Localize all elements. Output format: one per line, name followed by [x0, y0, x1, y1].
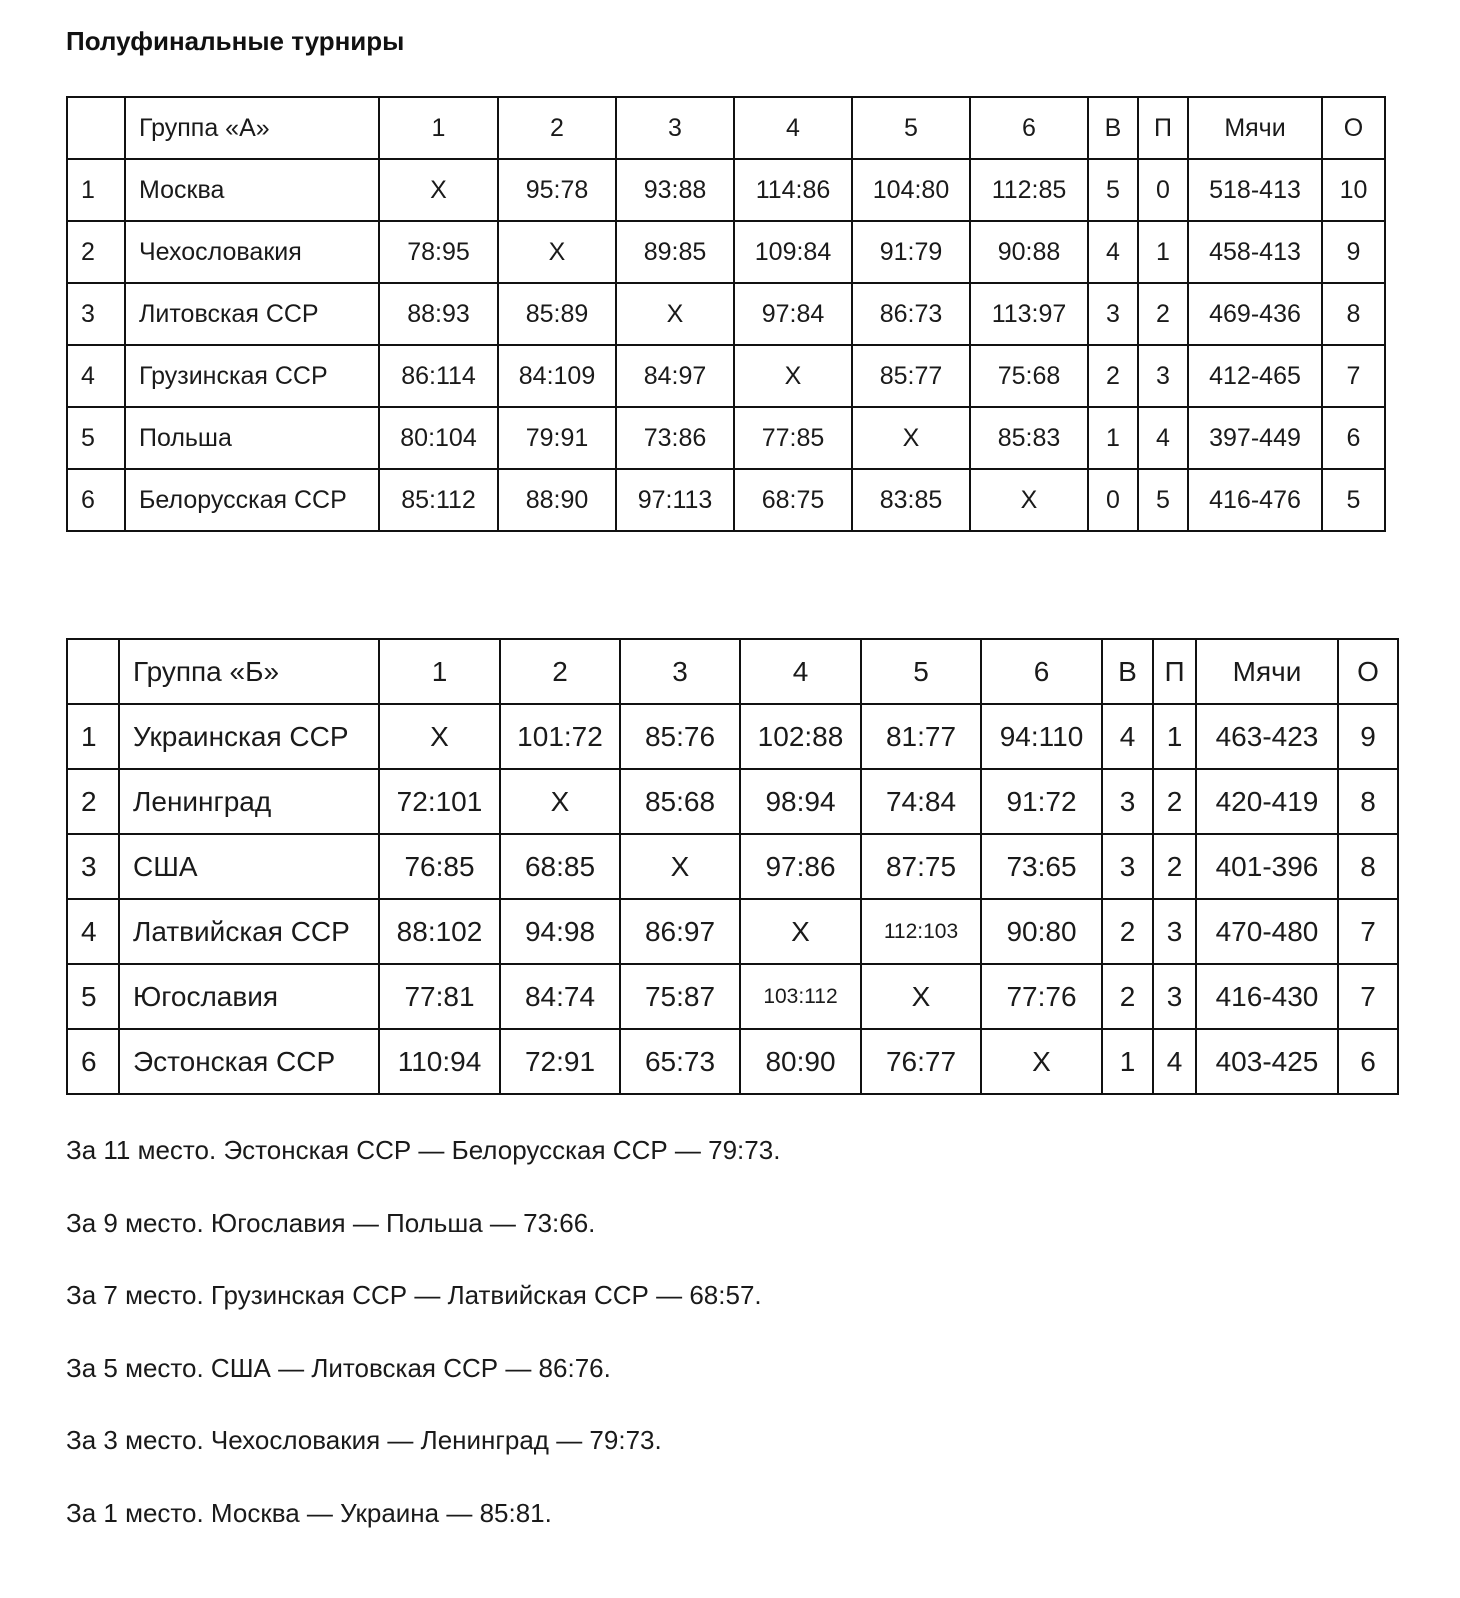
table-cell: 3: [1088, 283, 1138, 345]
table-header-cell: П: [1138, 97, 1188, 159]
table-cell: 91:72: [981, 769, 1102, 834]
table-cell: 1: [1088, 407, 1138, 469]
table-cell: 3: [67, 834, 119, 899]
team-name-cell: США: [119, 834, 379, 899]
table-cell: 6: [67, 469, 125, 531]
table-cell: 97:86: [740, 834, 861, 899]
table-cell: 95:78: [498, 159, 616, 221]
table-cell: X: [852, 407, 970, 469]
table-header-row: [67, 97, 1385, 159]
table-cell: 97:84: [734, 283, 852, 345]
table-cell: X: [970, 469, 1088, 531]
table-cell: 75:68: [970, 345, 1088, 407]
table-cell: 9: [1338, 704, 1398, 769]
table-cell: 1: [67, 704, 119, 769]
table-cell: 3: [1102, 769, 1153, 834]
table-cell: 2: [67, 221, 125, 283]
table-cell: 2: [1153, 769, 1196, 834]
team-name-cell: Белорусская ССР: [125, 469, 379, 531]
table-cell: 94:98: [500, 899, 620, 964]
table-cell: 470-480: [1196, 899, 1338, 964]
table-cell: 2: [1153, 834, 1196, 899]
finals-list: [66, 1131, 780, 1566]
table-cell: 91:79: [852, 221, 970, 283]
table-cell: 97:113: [616, 469, 734, 531]
table-cell: 76:77: [861, 1029, 981, 1094]
team-name-cell: Литовская ССР: [125, 283, 379, 345]
table-cell: 2: [1102, 899, 1153, 964]
table-cell: 0: [1138, 159, 1188, 221]
table-cell: 86:114: [379, 345, 498, 407]
team-name-cell: Москва: [125, 159, 379, 221]
table-cell: 2: [67, 769, 119, 834]
final-result-9th-place: За 9 место. Югославия — Польша — 73:66.: [66, 1207, 596, 1238]
table-header-cell: 2: [500, 639, 620, 704]
table-cell: 416-476: [1188, 469, 1322, 531]
table-header-cell: О: [1338, 639, 1398, 704]
table-cell: 2: [1088, 345, 1138, 407]
table-cell: 8: [1338, 834, 1398, 899]
table-cell: 6: [1322, 407, 1385, 469]
table-cell: 5: [67, 407, 125, 469]
table-header-cell: О: [1322, 97, 1385, 159]
table-header-cell: Группа «Б»: [119, 639, 379, 704]
table-cell: 0: [1088, 469, 1138, 531]
table-header-cell: [67, 97, 125, 159]
final-result-11th-place: За 11 место. Эстонская ССР — Белорусская ССР — 79:73.: [66, 1135, 781, 1165]
table-cell: X: [734, 345, 852, 407]
table-cell: 8: [1322, 283, 1385, 345]
table-cell: 1: [1153, 704, 1196, 769]
table-cell: 1: [1138, 221, 1188, 283]
table-row: [67, 769, 1398, 834]
table-cell: 401-396: [1196, 834, 1338, 899]
table-cell: 9: [1322, 221, 1385, 283]
table-header-row: [67, 639, 1398, 704]
table-row: [67, 834, 1398, 899]
table-header-cell: Группа «А»: [125, 97, 379, 159]
table-cell: 1: [1102, 1029, 1153, 1094]
team-name-cell: Латвийская ССР: [119, 899, 379, 964]
table-row: [67, 407, 1385, 469]
table-cell: 84:74: [500, 964, 620, 1029]
table-cell: 86:73: [852, 283, 970, 345]
table-cell: 7: [1338, 899, 1398, 964]
table-cell: 8: [1338, 769, 1398, 834]
table-header-cell: 6: [970, 97, 1088, 159]
table-header-cell: 3: [620, 639, 740, 704]
table-cell: 3: [1102, 834, 1153, 899]
table-cell: 78:95: [379, 221, 498, 283]
table-cell: X: [740, 899, 861, 964]
table-cell: 403-425: [1196, 1029, 1338, 1094]
table-cell: X: [620, 834, 740, 899]
table-cell: 86:97: [620, 899, 740, 964]
table-cell: 463-423: [1196, 704, 1338, 769]
table-cell: 87:75: [861, 834, 981, 899]
table-cell: 85:89: [498, 283, 616, 345]
table-header-cell: В: [1102, 639, 1153, 704]
table-cell: 65:73: [620, 1029, 740, 1094]
table-cell: 94:110: [981, 704, 1102, 769]
table-cell: 7: [1322, 345, 1385, 407]
table-header-cell: 6: [981, 639, 1102, 704]
table-cell: 416-430: [1196, 964, 1338, 1029]
table-cell: 110:94: [379, 1029, 500, 1094]
table-cell: 84:109: [498, 345, 616, 407]
table-cell: 10: [1322, 159, 1385, 221]
table-cell: 74:84: [861, 769, 981, 834]
table-row: [67, 345, 1385, 407]
team-name-cell: Грузинская ССР: [125, 345, 379, 407]
table-cell: 77:81: [379, 964, 500, 1029]
table-cell: 88:90: [498, 469, 616, 531]
table-cell: 98:94: [740, 769, 861, 834]
group-a-table: [66, 96, 1386, 532]
table-cell: 75:87: [620, 964, 740, 1029]
table-cell: 109:84: [734, 221, 852, 283]
table-cell: 84:97: [616, 345, 734, 407]
table-cell: 112:103: [861, 899, 981, 964]
table-cell: X: [861, 964, 981, 1029]
table-cell: 1: [67, 159, 125, 221]
table-cell: 90:88: [970, 221, 1088, 283]
group-b-table: [66, 638, 1399, 1095]
table-cell: 76:85: [379, 834, 500, 899]
team-name-cell: Украинская ССР: [119, 704, 379, 769]
table-header-cell: 2: [498, 97, 616, 159]
table-cell: 4: [1088, 221, 1138, 283]
table-row: [67, 159, 1385, 221]
table-cell: 73:86: [616, 407, 734, 469]
team-name-cell: Ленинград: [119, 769, 379, 834]
table-cell: 85:112: [379, 469, 498, 531]
table-cell: 85:77: [852, 345, 970, 407]
table-cell: 103:112: [740, 964, 861, 1029]
table-row: [67, 469, 1385, 531]
table-cell: 73:65: [981, 834, 1102, 899]
table-header-cell: В: [1088, 97, 1138, 159]
table-cell: 3: [67, 283, 125, 345]
final-result-1st-place: За 1 место. Москва — Украина — 85:81.: [66, 1497, 552, 1528]
table-cell: X: [981, 1029, 1102, 1094]
table-cell: 104:80: [852, 159, 970, 221]
table-cell: 518-413: [1188, 159, 1322, 221]
table-header-cell: 4: [740, 639, 861, 704]
table-cell: 85:83: [970, 407, 1088, 469]
table-cell: 102:88: [740, 704, 861, 769]
table-header-cell: 1: [379, 639, 500, 704]
team-name-cell: Польша: [125, 407, 379, 469]
final-result-3rd-place: За 3 место. Чехословакия — Ленинград — 79:73.: [66, 1425, 662, 1455]
table-row: [67, 964, 1398, 1029]
table-cell: 397-449: [1188, 407, 1322, 469]
table-cell: 80:90: [740, 1029, 861, 1094]
table-cell: 420-419: [1196, 769, 1338, 834]
table-header-cell: Мячи: [1196, 639, 1338, 704]
table-header-cell: [67, 639, 119, 704]
table-cell: 6: [1338, 1029, 1398, 1094]
table-row: [67, 899, 1398, 964]
table-cell: 72:101: [379, 769, 500, 834]
table-cell: 80:104: [379, 407, 498, 469]
table-header-cell: Мячи: [1188, 97, 1322, 159]
table-header-cell: 5: [852, 97, 970, 159]
table-cell: 90:80: [981, 899, 1102, 964]
table-cell: 89:85: [616, 221, 734, 283]
table-header-cell: 4: [734, 97, 852, 159]
table-cell: 5: [67, 964, 119, 1029]
team-name-cell: Эстонская ССР: [119, 1029, 379, 1094]
table-header-cell: 3: [616, 97, 734, 159]
table-cell: 101:72: [500, 704, 620, 769]
table-cell: 4: [1153, 1029, 1196, 1094]
team-name-cell: Югославия: [119, 964, 379, 1029]
table-cell: 68:85: [500, 834, 620, 899]
table-cell: X: [379, 159, 498, 221]
table-cell: 88:102: [379, 899, 500, 964]
table-cell: 68:75: [734, 469, 852, 531]
table-cell: 6: [67, 1029, 119, 1094]
table-cell: 4: [1102, 704, 1153, 769]
table-cell: 2: [1138, 283, 1188, 345]
table-cell: 112:85: [970, 159, 1088, 221]
table-cell: 7: [1338, 964, 1398, 1029]
table-cell: 3: [1153, 899, 1196, 964]
table-header-cell: П: [1153, 639, 1196, 704]
table-cell: 81:77: [861, 704, 981, 769]
table-cell: 412-465: [1188, 345, 1322, 407]
table-cell: 2: [1102, 964, 1153, 1029]
table-cell: 4: [67, 899, 119, 964]
table-cell: 113:97: [970, 283, 1088, 345]
table-cell: X: [500, 769, 620, 834]
group-b-body: [67, 639, 1398, 1094]
table-row: [67, 283, 1385, 345]
table-cell: 469-436: [1188, 283, 1322, 345]
table-row: [67, 704, 1398, 769]
table-cell: 93:88: [616, 159, 734, 221]
table-row: [67, 221, 1385, 283]
table-cell: 114:86: [734, 159, 852, 221]
table-cell: 77:76: [981, 964, 1102, 1029]
page-title: Полуфинальные турниры: [66, 26, 405, 56]
table-cell: 5: [1322, 469, 1385, 531]
table-cell: 72:91: [500, 1029, 620, 1094]
team-name-cell: Чехословакия: [125, 221, 379, 283]
table-cell: 5: [1088, 159, 1138, 221]
table-cell: X: [379, 704, 500, 769]
table-row: [67, 1029, 1398, 1094]
table-cell: 77:85: [734, 407, 852, 469]
table-cell: X: [616, 283, 734, 345]
table-cell: 88:93: [379, 283, 498, 345]
table-cell: 79:91: [498, 407, 616, 469]
table-header-cell: 5: [861, 639, 981, 704]
table-cell: 3: [1153, 964, 1196, 1029]
table-cell: 85:68: [620, 769, 740, 834]
final-result-7th-place: За 7 место. Грузинская ССР — Латвийская ССР — 68:57.: [66, 1280, 762, 1310]
table-cell: 4: [1138, 407, 1188, 469]
table-cell: 458-413: [1188, 221, 1322, 283]
table-cell: 5: [1138, 469, 1188, 531]
table-cell: 83:85: [852, 469, 970, 531]
table-cell: 4: [67, 345, 125, 407]
table-cell: X: [498, 221, 616, 283]
table-cell: 3: [1138, 345, 1188, 407]
group-a-body: [67, 97, 1385, 531]
table-cell: 85:76: [620, 704, 740, 769]
table-header-cell: 1: [379, 97, 498, 159]
final-result-5th-place: За 5 место. США — Литовская ССР — 86:76.: [66, 1352, 611, 1383]
